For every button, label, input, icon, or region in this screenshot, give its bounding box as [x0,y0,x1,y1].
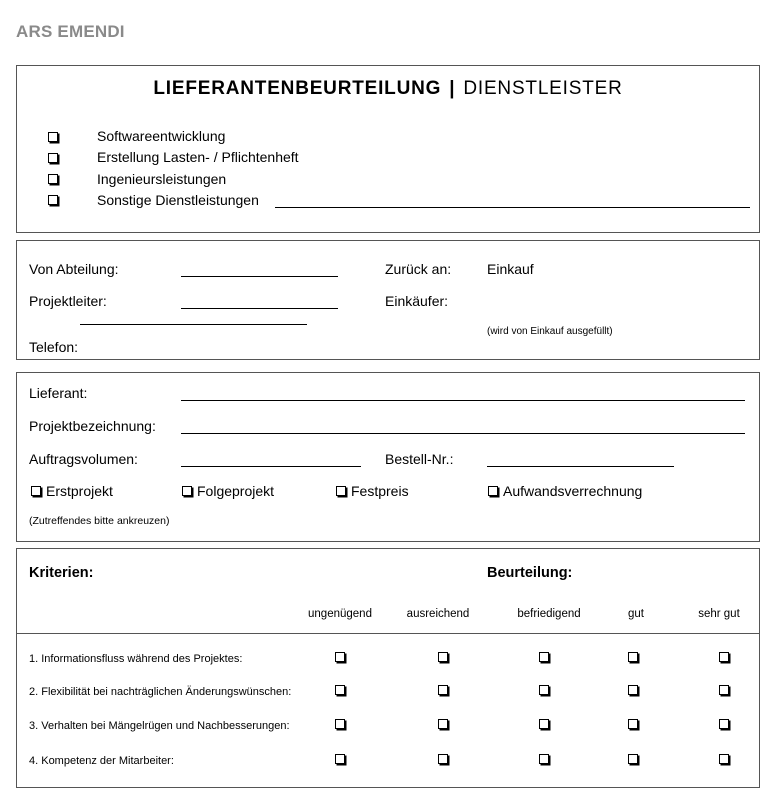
title-separator: | [449,78,456,99]
checkbox-aufwandsverrechnung[interactable] [488,486,498,496]
project-type-aufwand[interactable] [488,483,642,499]
sonstige-input-line[interactable] [275,207,750,208]
rating-checkbox[interactable] [335,754,345,764]
column-header: befriedigend [517,608,581,620]
rating-checkbox[interactable] [628,754,638,764]
order-volume-label: Auftragsvolumen: [29,451,138,467]
rating-checkbox[interactable] [628,652,638,662]
option-label: Erstellung Lasten- / Pflichtenheft [97,149,299,165]
order-volume-input-line[interactable] [181,466,361,467]
tick-note: (Zutreffendes bitte ankreuzen) [29,515,170,527]
project-type-label: Aufwandsverrechnung [503,483,643,499]
option-label: Ingenieursleistungen [97,171,227,187]
option-label: Softwareentwicklung [97,128,226,144]
checkbox-folgeprojekt[interactable] [182,486,192,496]
order-no-input-line[interactable] [487,466,674,467]
option-label: Sonstige Dienstleistungen [97,192,259,208]
rating-checkbox[interactable] [438,652,448,662]
form-title [17,78,759,100]
criterion-label: 3. Verhalten bei Mängelrügen und Nachbesserungen: [29,720,290,732]
checkbox-festpreis[interactable] [336,486,346,496]
phone-label: Telefon: [29,339,79,355]
rating-checkbox[interactable] [719,652,729,662]
rating-checkbox[interactable] [628,719,638,729]
checkbox-erstprojekt[interactable] [31,486,41,496]
buyer-note: (wird von Einkauf ausgefüllt) [487,326,613,337]
return-to-label: Zurück an: [385,261,452,277]
criteria-section [16,548,760,788]
rating-checkbox[interactable] [335,685,345,695]
rating-checkbox[interactable] [719,685,729,695]
project-type-label: Folgeprojekt [197,483,275,499]
checkbox-ingenieursleistungen[interactable] [48,174,58,184]
project-type-label: Festpreis [351,483,409,499]
rating-checkbox[interactable] [719,719,729,729]
column-header: ausreichend [406,608,470,620]
requester-section [16,240,760,360]
criterion-label: 4. Kompetenz der Mitarbeiter: [29,755,174,767]
header-section [16,65,760,233]
rating-checkbox[interactable] [335,652,345,662]
rating-checkbox[interactable] [628,685,638,695]
supplier-section [16,372,760,542]
brand-logo-text: ARS EMENDI [16,22,125,41]
checkbox-softwareentwicklung[interactable] [48,132,58,142]
rating-checkbox[interactable] [335,719,345,729]
rating-checkbox[interactable] [539,652,549,662]
checkbox-sonstige[interactable] [48,195,58,205]
rating-checkbox[interactable] [438,685,448,695]
rating-checkbox[interactable] [539,685,549,695]
header-divider [17,633,759,634]
criterion-label: 2. Flexibilität bei nachträglichen Änderungswünschen: [29,686,292,698]
project-type-folgeprojekt[interactable] [182,483,274,499]
column-header: gut [628,608,644,620]
checkbox-lastenheft[interactable] [48,153,58,163]
return-to-value: Einkauf [487,261,534,277]
criterion-label: 1. Informationsfluss während des Projektes: [29,653,243,665]
rating-checkbox[interactable] [539,719,549,729]
from-dept-label: Von Abteilung: [29,261,119,277]
phone-input-line[interactable] [80,324,307,325]
project-lead-input-line[interactable] [181,308,338,309]
column-header: sehr gut [698,608,740,620]
criteria-heading: Kriterien: [29,565,94,581]
project-type-festpreis[interactable] [336,483,409,499]
from-dept-input-line[interactable] [181,276,338,277]
title-main: LIEFERANTENBEURTEILUNG [153,78,442,99]
project-type-label: Erstprojekt [46,483,113,499]
project-type-erstprojekt[interactable] [31,483,113,499]
rating-checkbox[interactable] [539,754,549,764]
column-header: ungenügend [308,608,372,620]
project-name-label: Projektbezeichnung: [29,418,156,434]
project-name-input-line[interactable] [181,433,745,434]
supplier-label: Lieferant: [29,385,88,401]
buyer-label: Einkäufer: [385,293,449,309]
project-lead-label: Projektleiter: [29,293,107,309]
rating-checkbox[interactable] [438,754,448,764]
rating-checkbox[interactable] [438,719,448,729]
supplier-input-line[interactable] [181,400,745,401]
rating-checkbox[interactable] [719,754,729,764]
order-no-label: Bestell-Nr.: [385,451,454,467]
title-sub: DIENSTLEISTER [463,78,623,99]
rating-heading: Beurteilung: [487,565,573,581]
